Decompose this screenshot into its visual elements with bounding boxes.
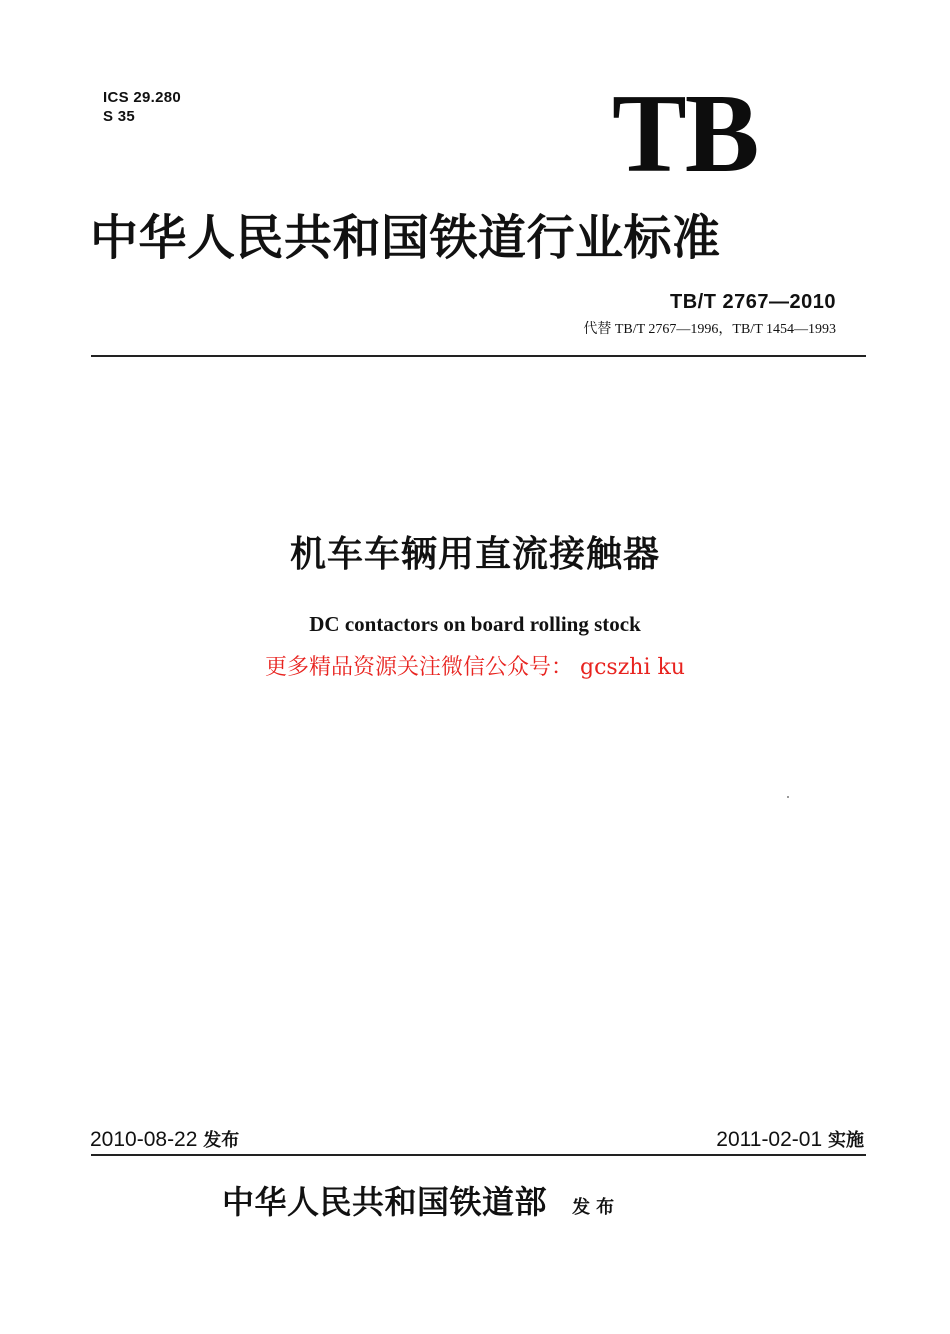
standard-number: TB/T 2767—2010 xyxy=(670,291,836,313)
ics-code: ICS 29.280 xyxy=(103,89,182,106)
issue-date-value: 2010-08-22 xyxy=(90,1128,198,1151)
scan-speck xyxy=(787,796,789,798)
effective-date xyxy=(716,1127,864,1154)
header-divider xyxy=(91,355,866,357)
issuer-action: 发布 xyxy=(572,1197,621,1218)
document-title-english: DC contactors on board rolling stock xyxy=(309,612,641,636)
footer-divider xyxy=(91,1154,866,1156)
issue-date xyxy=(90,1127,239,1154)
effective-date-label: 实施 xyxy=(828,1130,864,1151)
standard-heading: 中华人民共和国铁道行业标准 xyxy=(90,210,721,266)
classification-codes xyxy=(103,88,181,126)
replaces-note: 代替 TB/T 2767—1996，TB/T 1454—1993 xyxy=(583,322,836,337)
promo-watermark: 更多精品资源关注微信公众号： gcszhi ku xyxy=(265,655,685,680)
document-title-chinese: 机车车辆用直流接触器 xyxy=(289,534,660,575)
issuer-name: 中华人民共和国铁道部 xyxy=(222,1183,548,1221)
tb-logo: TB xyxy=(612,72,758,196)
issue-date-label: 发布 xyxy=(203,1130,240,1151)
effective-date-value: 2011-02-01 xyxy=(716,1128,823,1151)
ccs-code: S 35 xyxy=(103,108,136,125)
issuing-authority xyxy=(222,1180,620,1224)
